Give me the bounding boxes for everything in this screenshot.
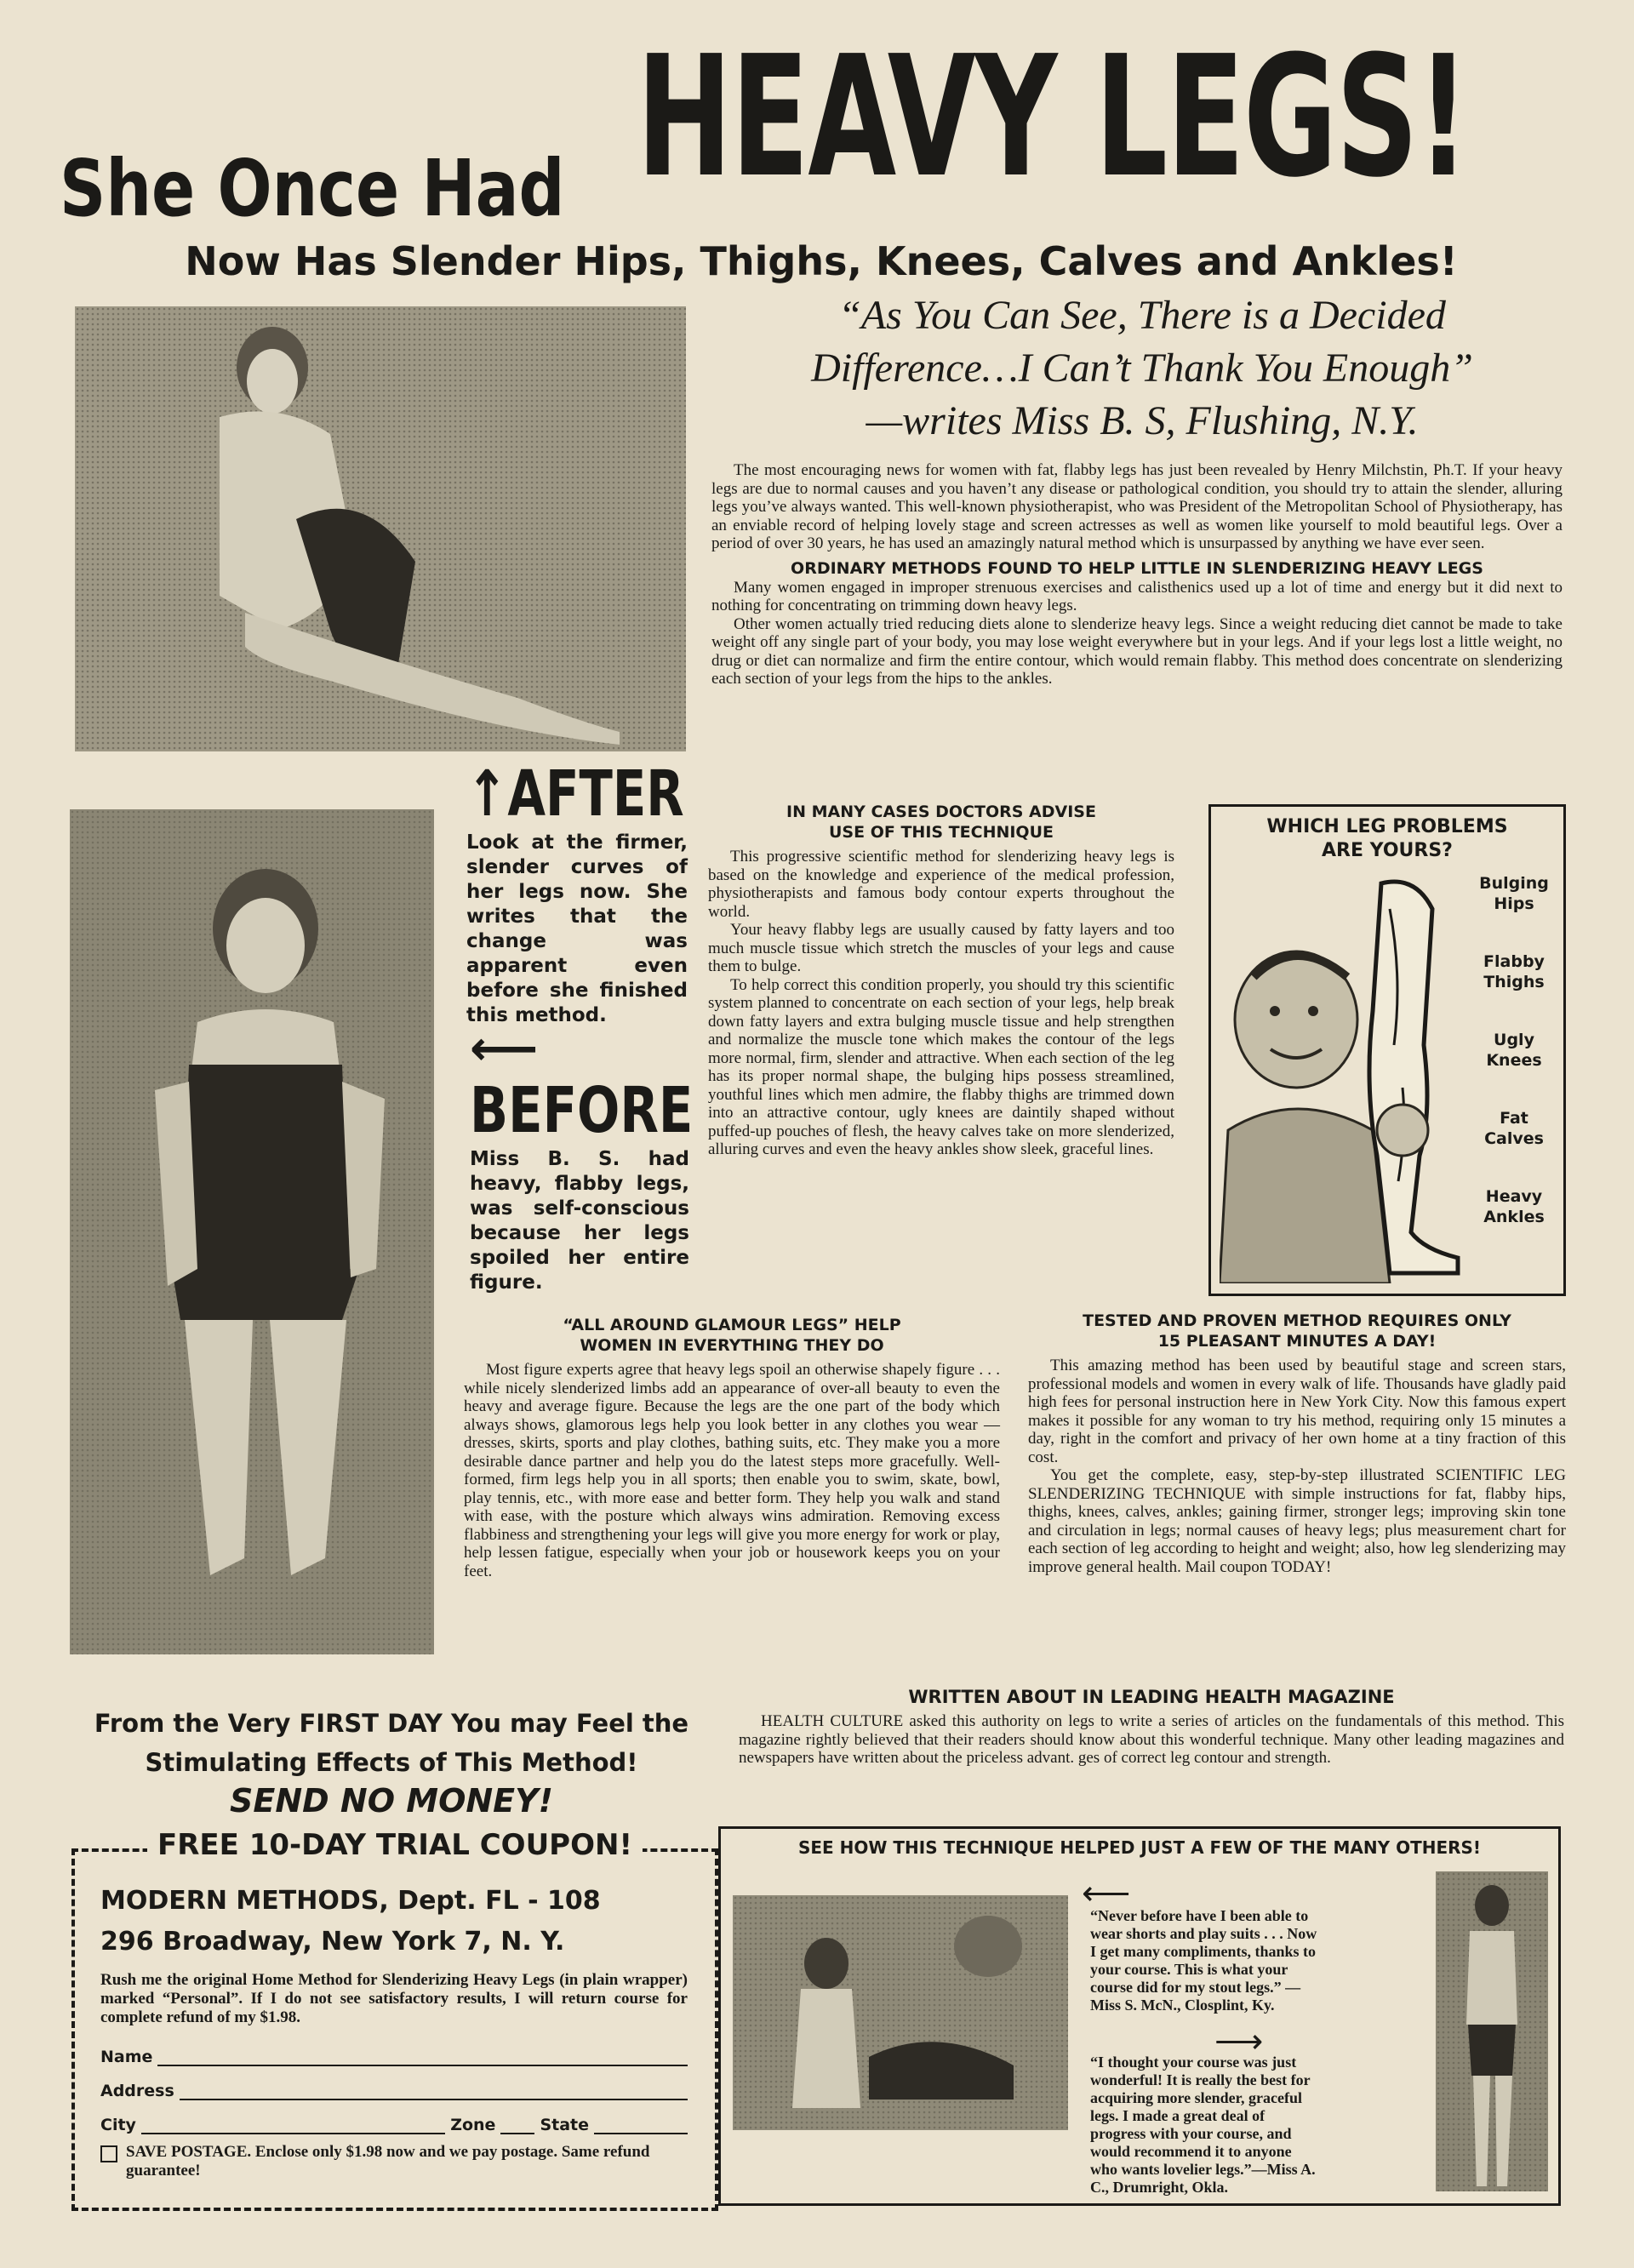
- magazine-text: [739, 1712, 1564, 1768]
- intro-column: [711, 461, 1563, 688]
- doctors-paragraph-3: To help correct this condition properly, you should try this scientific system planned to concentrate on each section of your legs, help break down fatty layers and extra bulging muscle tissue and help strengthen and normalize the muscle tone which makes the contour of the legs more normal, firm, slender and attractive. When each section of the leg has its proper normal shape, the bulging hips possess streamlined, youthful lines which men admire, the flabby thighs are trimmed down into an attractive contour, ugly knees are daintily shaped without puffed-up pouches of flesh, the heavy calves take on more slenderized, alluring curves and even the heavy ankles show sleek, graceful lines.: [708, 975, 1174, 1158]
- left-arrow-icon: ⟵: [1082, 1874, 1131, 1912]
- coupon-title-wrap: [75, 1828, 715, 1862]
- problem-item-label: Fat: [1500, 1109, 1528, 1128]
- trial-coupon: [71, 1828, 718, 2211]
- doctors-heading-line-1: IN MANY CASES DOCTORS ADVISE: [786, 803, 1096, 821]
- ordinary-text: [711, 579, 1563, 688]
- doctors-section: [708, 802, 1174, 1159]
- problem-item-thighs: [1470, 951, 1558, 1030]
- others-photo-2: [1436, 1871, 1548, 2191]
- address-input[interactable]: [180, 2082, 688, 2100]
- leg-problems-heading: [1211, 815, 1563, 863]
- tested-text: [1028, 1357, 1566, 1576]
- doctors-heading: [708, 802, 1174, 843]
- problem-item-label: Heavy: [1485, 1187, 1543, 1206]
- save-postage-checkbox[interactable]: [100, 2145, 117, 2162]
- right-arrow-icon: ⟶: [1214, 2022, 1264, 2060]
- coupon-title: FREE 10-DAY TRIAL COUPON!: [147, 1828, 643, 1862]
- glamour-paragraph: Most figure experts agree that heavy legs spoil an otherwise shapely figure . . . while nicely slenderized limbs add an appearance of over-all beauty to even the heavy and average figure. Because the legs are the one part of the body which always shows, glamorous legs help you look better in any clothes you wear — dresses, skirts, sports and play clothes, bathing suits, etc. They make you a more desirable dance partner and help you do the latest steps more gracefully. Well-formed, firm legs help you in all sports; then enable you to swim, skate, bowl, play tennis, etc., with more ease and better form. They help you walk and stand with ease, with the posture which always wins admiration. Removing excess flabbiness and strengthening your legs will give you more energy for work or play, help lessen fatigue, especially when your job or housework keeps you on your feet.: [464, 1361, 1000, 1580]
- after-caption: [466, 757, 688, 1028]
- problem-item-calves: [1470, 1108, 1558, 1186]
- others-box: [718, 1826, 1561, 2206]
- before-photo: [70, 809, 434, 1654]
- headline-main: HEAVY LEGS!: [637, 20, 1469, 214]
- tested-heading-line-1: TESTED AND PROVEN METHOD REQUIRES ONLY: [1083, 1311, 1511, 1330]
- leg-problems-heading-line-2: ARE YOURS?: [1322, 840, 1453, 861]
- leg-problems-box: [1208, 804, 1566, 1296]
- glamour-heading-line-1: “ALL AROUND GLAMOUR LEGS” HELP: [563, 1316, 901, 1334]
- send-no-money: SEND NO MONEY!: [230, 1782, 553, 1820]
- doctors-text: [708, 848, 1174, 1159]
- zone-input[interactable]: [500, 2116, 534, 2134]
- testimonial-quote: [717, 289, 1568, 448]
- testimonial-1: “Never before have I been able to wear shorts and play suits . . . Now I get many compliments, thanks to your course. This is what your course did for my stout legs.” —Miss S. McN., Closplint, Ky.: [1090, 1907, 1317, 2014]
- address-label: Address: [100, 2082, 174, 2100]
- problem-item-label: Thighs: [1483, 973, 1545, 991]
- problem-item-label: Calves: [1484, 1129, 1544, 1148]
- before-label: BEFORE: [470, 1074, 694, 1147]
- coupon-address: [100, 1881, 601, 1962]
- problem-item-label: Knees: [1486, 1051, 1542, 1070]
- ordinary-paragraph-1: Many women engaged in improper strenuous exercises and calisthenics used up a lot of time and energy but it did next to nothing for concentrating on trimming down heavy legs.: [711, 578, 1563, 614]
- doctors-paragraph-2: Your heavy flabby legs are usually caused by fatty layers and too much muscle tissue which stretch the muscles of your legs and cause them to bulge.: [708, 921, 1174, 975]
- before-text: Miss B. S. had heavy, flabby legs, was self-conscious because her legs spoiled her entire figure.: [470, 1148, 689, 1294]
- name-label: Name: [100, 2048, 153, 2066]
- tested-section: [1028, 1311, 1566, 1576]
- first-day-line-1: From the Very FIRST DAY You may Feel the: [94, 1709, 689, 1738]
- others-photo-1: [733, 1895, 1068, 2130]
- doctors-paragraph-1: This progressive scientific method for slenderizing heavy legs is based on the knowledge and experience of the medical profession, physiotherapists and famous body contour experts throughout the world.: [708, 848, 1174, 921]
- zone-label: Zone: [450, 2116, 496, 2134]
- save-postage-text: SAVE POSTAGE. Enclose only $1.98 now and we pay postage. Same refund guarantee!: [126, 2143, 650, 2179]
- glamour-heading: [464, 1315, 1000, 1356]
- intro-text: [711, 461, 1563, 553]
- city-label: City: [100, 2116, 136, 2134]
- after-label-text: AFTER: [507, 757, 684, 831]
- glamour-heading-line-2: WOMEN IN EVERYTHING THEY DO: [580, 1336, 884, 1355]
- state-label: State: [540, 2116, 589, 2134]
- coupon-form: [100, 2048, 688, 2180]
- after-label: ↑AFTER: [466, 757, 684, 831]
- problem-item-ankles: [1470, 1186, 1558, 1265]
- doctors-heading-line-2: USE OF THIS TECHNIQUE: [829, 823, 1054, 842]
- headline-pre: She Once Had: [60, 143, 565, 234]
- ordinary-paragraph-2: Other women actually tried reducing diets alone to slenderize heavy legs. Since a weight reducing diet cannot be made to take weight off any single part of your body, you may lose weight everywhere but in your legs. And if your legs lost a little weight, no drug or diet can normalize and firm the entire contour, which would remain flabby. This method does concentrate on slenderizing each section of your legs from the hips to the ankles.: [711, 614, 1563, 688]
- leg-problems-heading-line-1: WHICH LEG PROBLEMS: [1266, 816, 1508, 837]
- save-postage-row: [100, 2143, 688, 2180]
- after-photo: [75, 306, 686, 751]
- leg-problems-list: [1470, 873, 1558, 1265]
- coupon-body: Rush me the original Home Method for Slenderizing Heavy Legs (in plain wrapper) marked “Personal”. If I do not see satisfactory results, I will return course for complete refund of my $1.98.: [100, 1971, 688, 2026]
- others-heading: SEE HOW THIS TECHNIQUE HELPED JUST A FEW OF THE MANY OTHERS!: [797, 1837, 1482, 1858]
- address-field[interactable]: [100, 2082, 688, 2100]
- left-arrow-icon: ⟵: [470, 1021, 539, 1077]
- magazine-paragraph: HEALTH CULTURE asked this authority on legs to write a series of articles on the fundamentals of this method. This magazine rightly believed that their readers should know about this wonderful technique. Many other leading magazines and newspapers have written about the priceless advant. ges of correct leg contour and strength.: [739, 1712, 1564, 1767]
- first-day-text: [51, 1704, 732, 1782]
- problem-item-label: Ankles: [1483, 1208, 1545, 1226]
- magazine-section: [739, 1687, 1564, 1768]
- problem-item-label: Flabby: [1483, 952, 1545, 971]
- problem-item-knees: [1470, 1030, 1558, 1108]
- magazine-heading: WRITTEN ABOUT IN LEADING HEALTH MAGAZINE: [908, 1687, 1395, 1707]
- state-input[interactable]: [594, 2116, 688, 2134]
- coupon-street: 296 Broadway, New York 7, N. Y.: [100, 1927, 565, 1957]
- tested-paragraph-1: This amazing method has been used by beautiful stage and screen stars, professional models and women in every walk of life. Thousands have gladly paid high fees for personal instruction here in New York City. Now this famous expert makes it possible for any woman to try his method, requiring only 15 minutes a day, right in the comfort and privacy of her own home at a tiny fraction of this cost.: [1028, 1357, 1566, 1466]
- coupon-company: MODERN METHODS, Dept. FL - 108: [100, 1886, 601, 1916]
- glamour-text: [464, 1361, 1000, 1580]
- problem-item-hips: [1470, 873, 1558, 951]
- glamour-section: [464, 1315, 1000, 1580]
- testimonial-2: “I thought your course was just wonderful! It is really the best for acquiring more slender, graceful legs. I made a great deal of progress with your course, and would recommend it to anyone who wants lovelier legs.”—Miss A. C., Drumright, Okla.: [1090, 2054, 1316, 2196]
- tested-heading: [1028, 1311, 1566, 1351]
- first-day-line-2: Stimulating Effects of This Method!: [145, 1748, 638, 1777]
- tested-paragraph-2: You get the complete, easy, step-by-step illustrated SCIENTIFIC LEG SLENDERIZING TECHNIQUE with simple instructions for fat, flabby hips, thighs, knees, calves, ankles; gaining firmer, stronger legs; improving skin tone and circulation in legs; normal causes of heavy legs; plus measurement chart for each section of leg according to height and weight; also, how leg slenderizing may improve general health. Mail coupon TODAY!: [1028, 1466, 1566, 1576]
- problem-item-label: Ugly: [1494, 1031, 1534, 1049]
- name-input[interactable]: [157, 2048, 688, 2066]
- name-field[interactable]: [100, 2048, 688, 2066]
- quote-line-3: —writes Miss B. S, Flushing, N.Y.: [866, 398, 1419, 443]
- problem-item-label: Bulging: [1479, 874, 1549, 893]
- ordinary-heading: ORDINARY METHODS FOUND TO HELP LITTLE IN SLENDERIZING HEAVY LEGS: [791, 558, 1483, 578]
- quote-line-2: Difference…I Can’t Thank You Enough”: [811, 346, 1473, 391]
- man-with-leg-illustration: [1220, 875, 1475, 1283]
- quote-line-1: “As You Can See, There is a Decided: [838, 293, 1446, 338]
- city-zone-state-row: [100, 2116, 688, 2134]
- intro-paragraph: The most encouraging news for women with fat, flabby legs has just been revealed by Henry Milchstin, Ph.T. If your heavy legs are due to normal causes and you haven’t any disease or pathological condition, you should try to attain the slender, alluring legs you’ve always wanted. This well-known physiotherapist, who was President of the Metropolitan School of Physiotherapy, has an enviable record of helping lovely stage and screen actresses as well as women like yourself to mold beautiful legs. Over a period of over 30 years, he has used an amazingly natural method which is unsurpassed by anything we have ever seen.: [711, 461, 1563, 552]
- city-input[interactable]: [141, 2116, 445, 2134]
- tested-heading-line-2: 15 PLEASANT MINUTES A DAY!: [1157, 1332, 1437, 1351]
- headline-sub: Now Has Slender Hips, Thighs, Knees, Calves and Ankles!: [185, 238, 1458, 284]
- before-caption: [470, 1074, 694, 1295]
- after-text: Look at the firmer, slender curves of her legs now. She writes that the change was apparent even before she finished this method.: [466, 831, 688, 1026]
- problem-item-label: Hips: [1494, 894, 1534, 913]
